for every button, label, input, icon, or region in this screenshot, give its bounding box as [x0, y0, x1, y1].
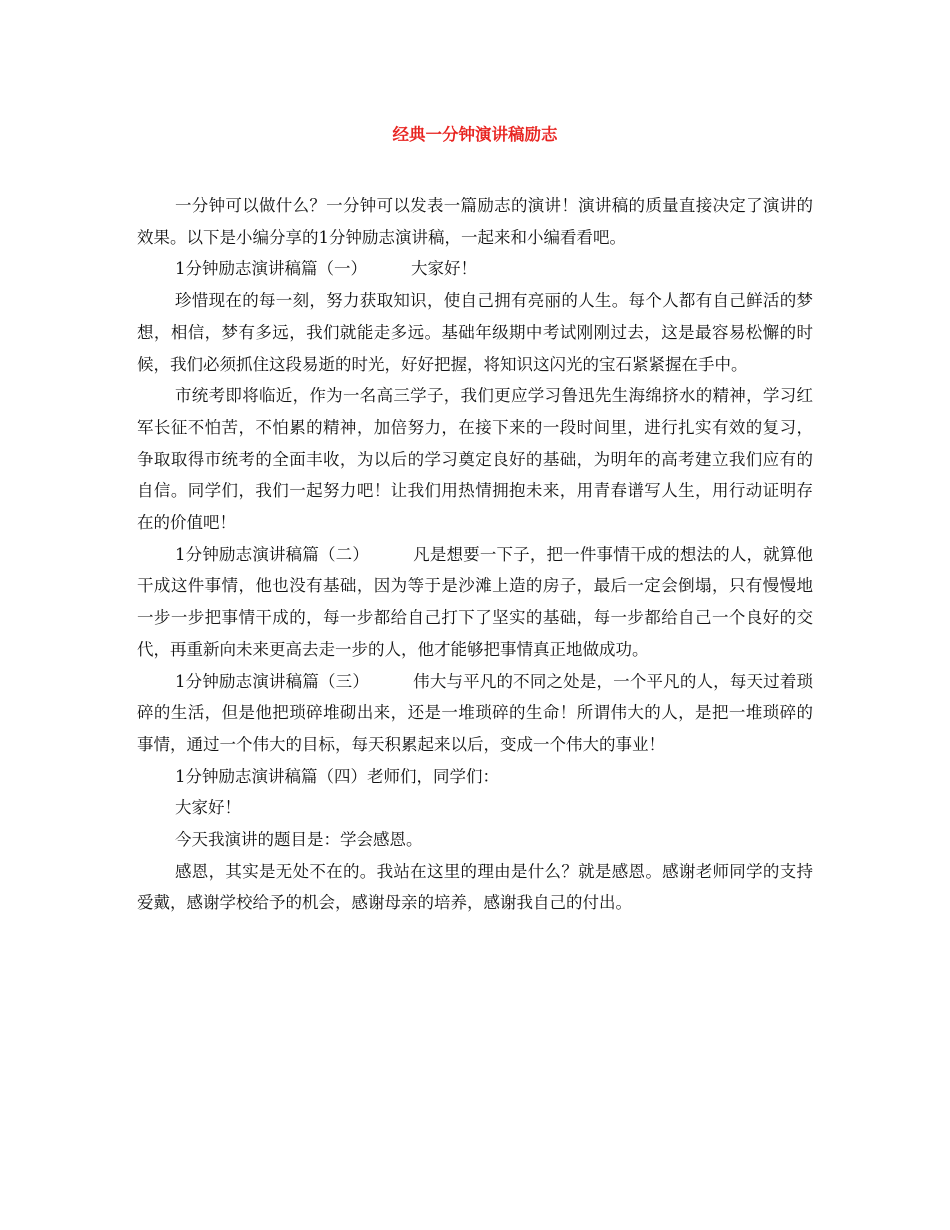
paragraph-text: 市统考即将临近，作为一名高三学子，我们更应学习鲁迅先生海绵挤水的精神，学习红军长征不怕苦，不怕累的精神，加倍努力，在接下来的一段时间里，进行扎实有效的复习，争取取得市统考的全面丰收，为以后的学习奠定良好的基础，为明年的高考建立我们应有的自信。同学们，我们一起努力吧！让我们用热情拥抱未来，用青春谱写人生，用行动证明存在的价值吧！ — [137, 386, 813, 533]
paragraph-text: 一分钟可以做什么？一分钟可以发表一篇励志的演讲！演讲稿的质量直接决定了演讲的效果。以下是小编分享的1分钟励志演讲稿，一起来和小编看看吧。 — [137, 196, 813, 247]
paragraph-text: 伟大与平凡的不同之处是，一个平凡的人，每天过着琐碎的生活，但是他把琐碎堆砌出来，还是一堆琐碎的生命！所谓伟大的人，是把一堆琐碎的事情，通过一个伟大的目标，每天积累起来以后，变成一个伟大的事业！ — [137, 671, 814, 754]
paragraph-text: 大家好！ — [411, 259, 477, 279]
document-body — [137, 190, 813, 919]
paragraph-intro — [137, 190, 813, 253]
paragraph-text: 凡是想要一下子，把一件事情干成的想法的人，就算他干成这件事情，他也没有基础，因为等于是沙滩上造的房子，最后一定会倒塌，只有慢慢地一步一步把事情干成的，每一步都给自己打下了坚实的基础，每一步都给自己一个良好的交代，再重新向未来更高去走一步的人，他才能够把事情真正地做成功。 — [137, 544, 814, 659]
paragraph-speech-4-heading — [137, 761, 813, 793]
paragraph-speech-1-heading — [137, 253, 813, 285]
section-heading: 1分钟励志演讲稿篇（一） — [175, 259, 367, 279]
document-title: 经典一分钟演讲稿励志 — [392, 125, 558, 144]
paragraph-speech-3 — [137, 666, 813, 761]
paragraph-speech-1-body-a — [137, 285, 813, 380]
paragraph-greeting — [137, 792, 813, 824]
paragraph-text: 珍惜现在的每一刻，努力获取知识，使自己拥有亮丽的人生。每个人都有自己鲜活的梦想，相信，梦有多远，我们就能走多远。基础年级期中考试刚刚过去，这是最容易松懈的时候，我们必须抓住这段易逝的时光，好好把握，将知识这闪光的宝石紧紧握在手中。 — [137, 291, 813, 374]
paragraph-text: 大家好！ — [175, 798, 241, 818]
paragraph-topic — [137, 824, 813, 856]
section-heading: 1分钟励志演讲稿篇（二） — [175, 544, 369, 564]
paragraph-speech-1-body-b — [137, 380, 813, 539]
paragraph-text: 今天我演讲的题目是：学会感恩。 — [175, 830, 423, 850]
paragraph-speech-2 — [137, 539, 813, 666]
paragraph-text: 感恩，其实是无处不在的。我站在这里的理由是什么？就是感恩。感谢老师同学的支持爱戴，感谢学校给予的机会，感谢母亲的培养，感谢我自己的付出。 — [137, 861, 813, 913]
section-heading: 1分钟励志演讲稿篇（三） — [175, 671, 369, 691]
paragraph-gratitude — [137, 856, 813, 919]
paragraph-text: 1分钟励志演讲稿篇（四）老师们，同学们： — [175, 766, 499, 786]
